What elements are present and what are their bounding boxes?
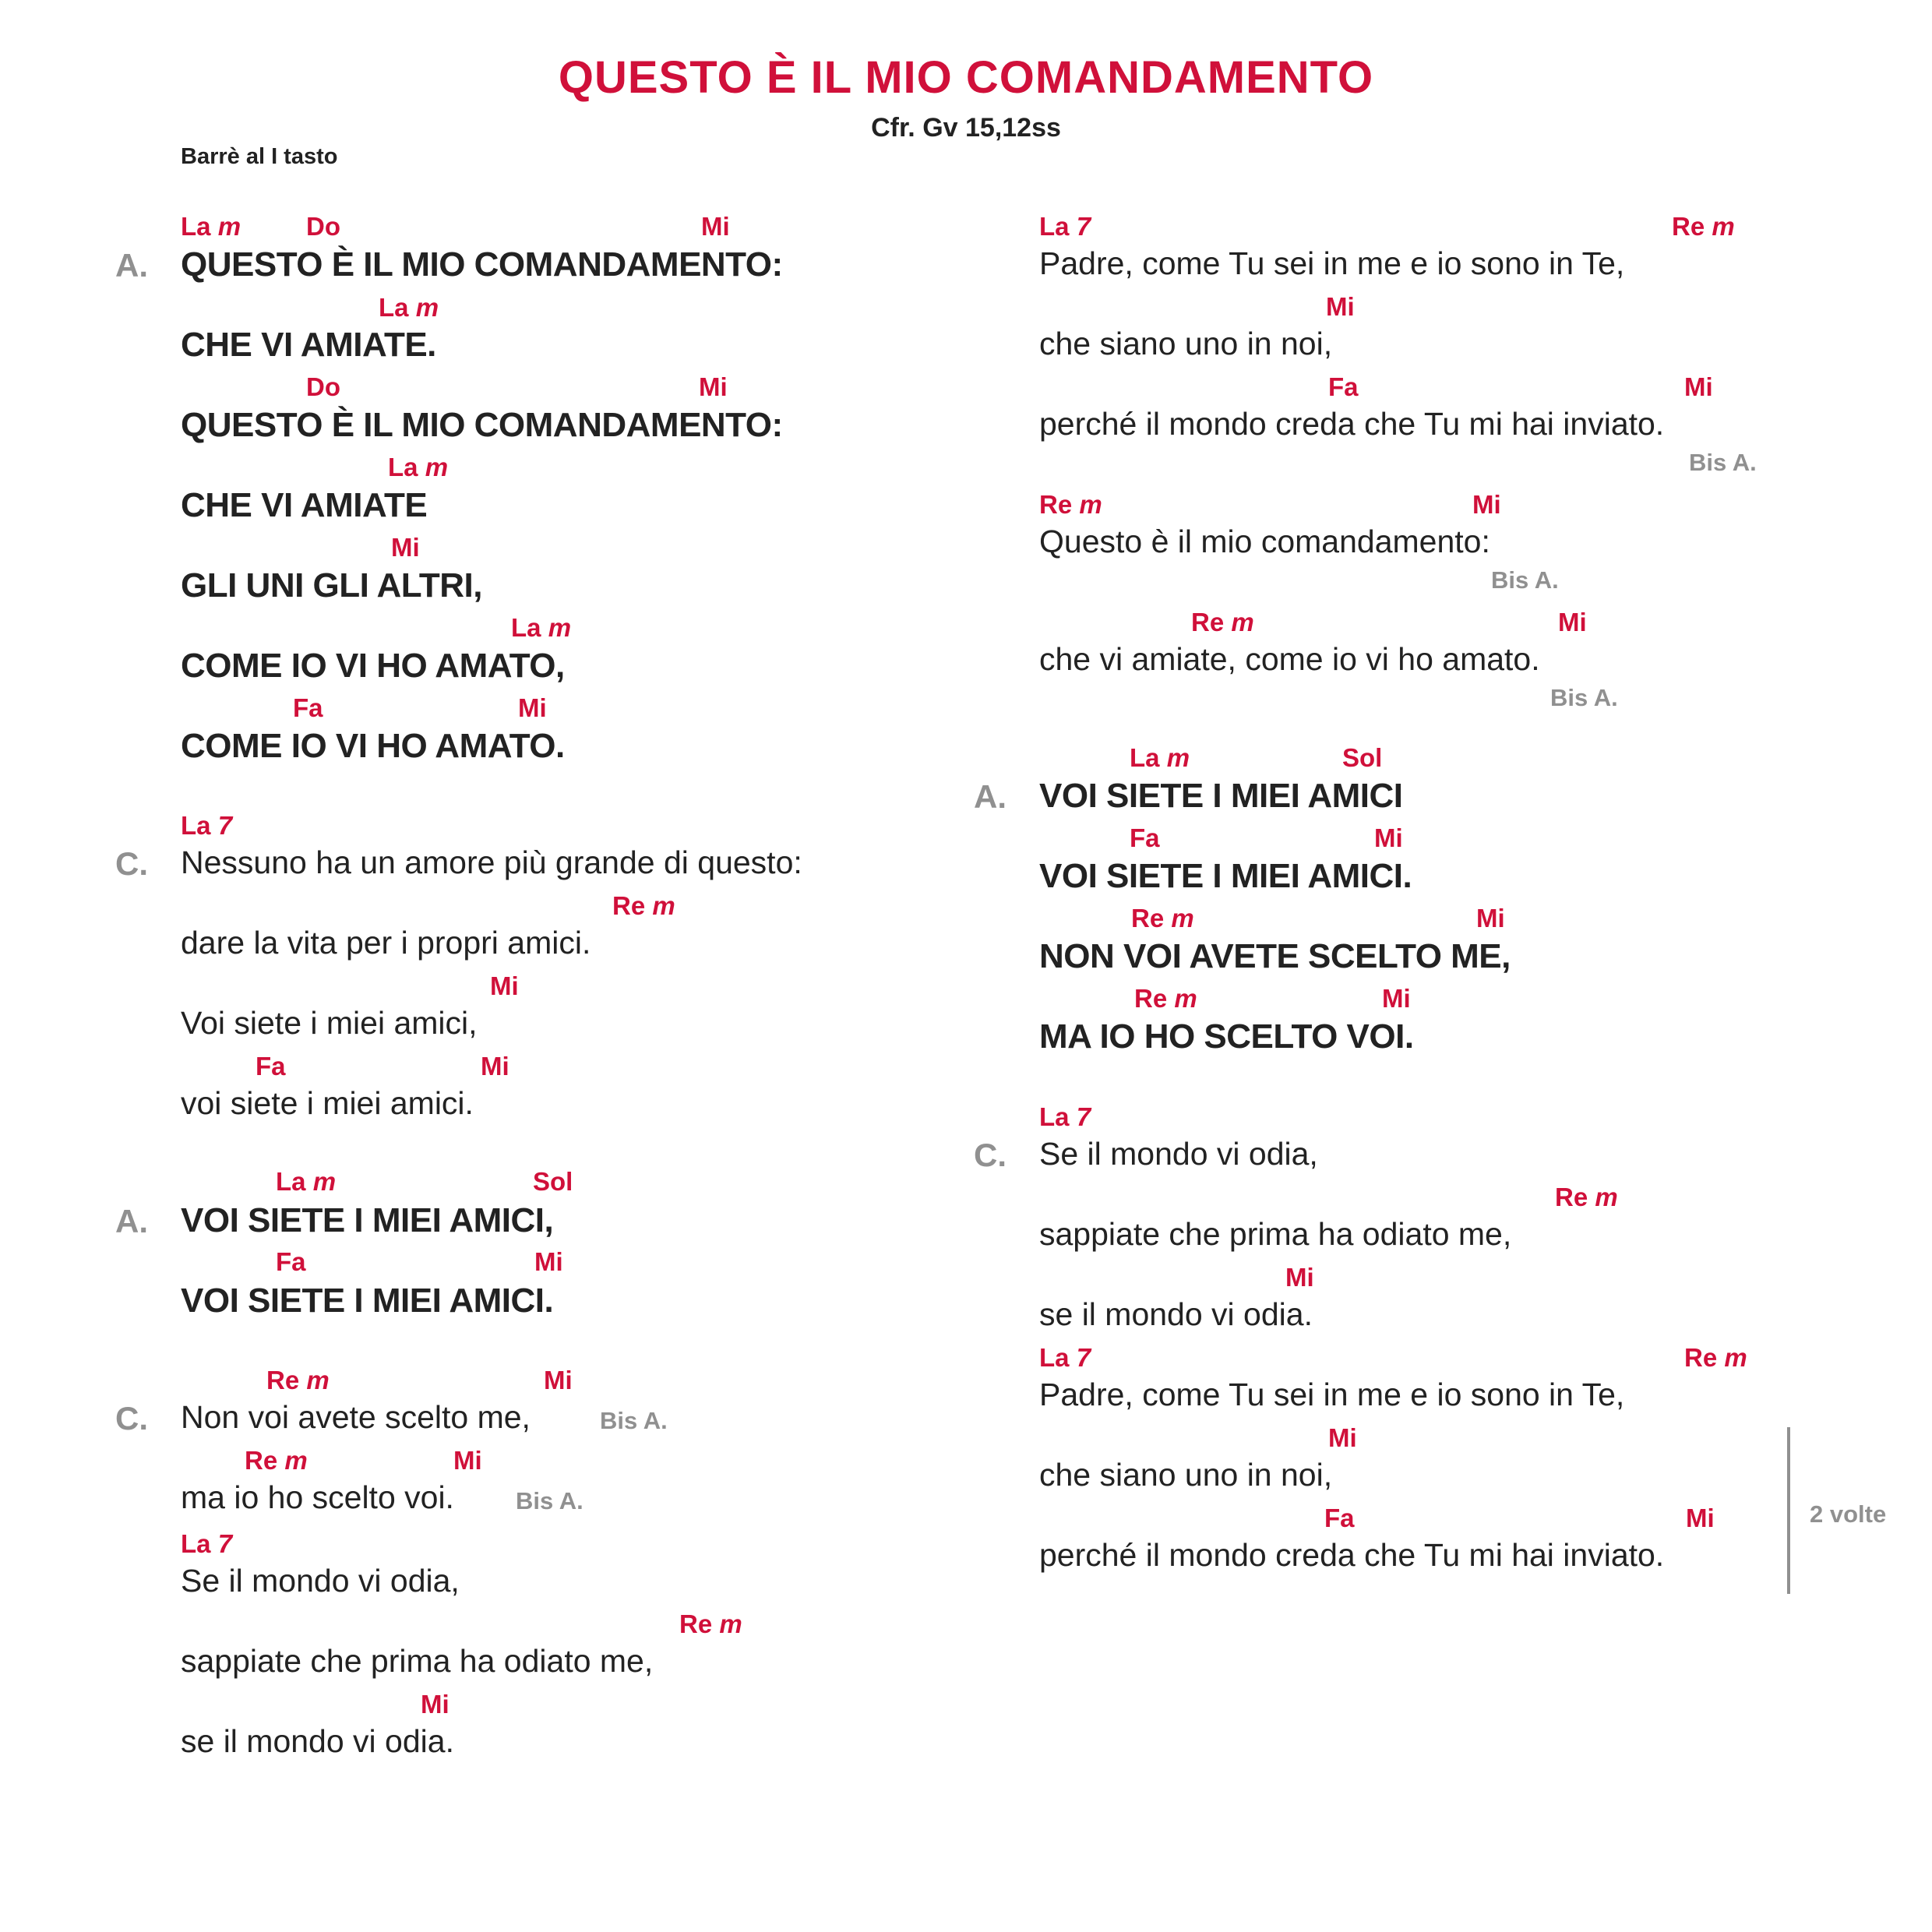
chord: Re m [266,1366,330,1394]
repeat-note: Bis A. [1689,449,1757,476]
chord: Fa [1324,1504,1355,1532]
chord: Re m [1191,608,1254,636]
lyric-line: QUESTO È IL MIO COMANDAMENTO: [181,406,783,444]
lyric-line: Questo è il mio comandamento: [1039,524,1490,559]
chord: Fa [293,693,323,722]
lyric-line: Padre, come Tu sei in me e io sono in Te, [1039,1377,1625,1412]
chord: Mi [1382,984,1411,1013]
lyric-line: che siano uno in noi, [1039,1457,1333,1493]
repeat-note: Bis A. [600,1407,668,1434]
lyric-line: QUESTO È IL MIO COMANDAMENTO: [181,245,783,284]
chord: Re m [1672,212,1735,241]
chord: Mi [421,1690,450,1719]
repeat-note: Bis A. [1491,566,1559,594]
chord: Re m [1134,984,1197,1013]
chord: Fa [256,1052,286,1081]
chord: Fa [1130,823,1160,852]
chord: La m [1130,743,1190,772]
lyric-line: VOI SIETE I MIEI AMICI, [181,1201,554,1239]
lyric-line: che siano uno in noi, [1039,326,1333,361]
section-label-c: C. [115,1400,148,1437]
chord: La 7 [181,811,233,840]
lyric-line: voi siete i miei amici. [181,1085,474,1121]
chord: Mi [544,1366,573,1394]
chord: Re m [1131,904,1194,933]
chord: La m [388,453,449,481]
repeat-bracket [1787,1427,1790,1594]
chord: Mi [1374,823,1403,852]
lyric-line: Non voi avete scelto me, [181,1399,531,1435]
chord: La 7 [181,1529,233,1558]
chord: Re m [612,891,675,920]
scripture-reference: Cfr. Gv 15,12ss [871,113,1061,143]
chord: La 7 [1039,1343,1091,1372]
lyric-line: Se il mondo vi odia, [1039,1136,1318,1172]
capo-note: Barrè al I tasto [181,144,338,169]
section-label-a: A. [974,778,1007,815]
chord: Do [306,212,340,241]
lyric-line: CHE VI AMIATE [181,486,428,524]
lyric-line: NON VOI AVETE SCELTO ME, [1039,937,1511,975]
chord: Mi [1285,1263,1314,1292]
chord: Fa [276,1247,306,1276]
chord: Re m [1555,1183,1618,1211]
chord: Mi [481,1052,509,1081]
chord: Re m [1039,490,1102,519]
chord: Fa [1328,372,1359,401]
chord: Re m [245,1446,308,1475]
lyric-line: VOI SIETE I MIEI AMICI [1039,777,1403,815]
lyric-line: perché il mondo creda che Tu mi hai inviato. [1039,406,1665,442]
chord: Mi [1558,608,1587,636]
chord: Mi [1476,904,1505,933]
lyric-line: Padre, come Tu sei in me e io sono in Te, [1039,245,1625,281]
lyric-line: se il mondo vi odia. [181,1723,454,1759]
lyric-line: se il mondo vi odia. [1039,1296,1313,1332]
chord: La m [511,613,572,642]
song-title: QUESTO È IL MIO COMANDAMENTO [558,52,1374,103]
section-label-a: A. [115,247,148,284]
chord: La m [181,212,242,241]
lyric-line: che vi amiate, come io vi ho amato. [1039,641,1540,677]
chord: Re m [679,1609,742,1638]
repeat-count-note: 2 volte [1810,1500,1887,1528]
chord: Mi [534,1247,563,1276]
section-label-c: C. [115,845,148,882]
lyric-line: Nessuno ha un amore più grande di questo: [181,844,802,880]
repeat-note: Bis A. [516,1487,583,1514]
chord: Mi [391,533,420,562]
lyric-line: COME IO VI HO AMATO. [181,727,565,765]
lyric-line: COME IO VI HO AMATO, [181,647,565,685]
chord: Mi [1326,292,1355,321]
lyric-line: VOI SIETE I MIEI AMICI. [181,1282,554,1320]
chord: La m [379,293,439,322]
lyric-line: perché il mondo creda che Tu mi hai inviato. [1039,1537,1665,1573]
chord: La 7 [1039,1102,1091,1131]
chord: Mi [699,372,728,401]
lyric-line: VOI SIETE I MIEI AMICI. [1039,857,1412,895]
lyric-line: dare la vita per i propri amici. [181,925,591,961]
lyric-line: Voi siete i miei amici, [181,1005,478,1041]
lyric-line: sappiate che prima ha odiato me, [181,1643,654,1679]
chord: Mi [453,1446,482,1475]
section-label-c: C. [974,1137,1007,1173]
lyric-line: Se il mondo vi odia, [181,1563,460,1599]
section-label-a: A. [115,1203,148,1239]
chord: Mi [1472,490,1501,519]
chord: Mi [1684,372,1713,401]
chord: La m [276,1167,337,1196]
chord: Sol [533,1167,573,1196]
chord: Do [306,372,340,401]
chord: Mi [490,971,519,1000]
chord: La 7 [1039,212,1091,241]
chord: Mi [1328,1423,1357,1452]
chord: Mi [701,212,730,241]
chord: Mi [518,693,547,722]
lyric-line: sappiate che prima ha odiato me, [1039,1216,1512,1252]
chord: Mi [1686,1504,1715,1532]
lyric-line: CHE VI AMIATE. [181,326,436,364]
repeat-note: Bis A. [1550,684,1618,711]
lyric-line: ma io ho scelto voi. [181,1479,454,1515]
chord: Sol [1342,743,1383,772]
lyric-line: GLI UNI GLI ALTRI, [181,566,482,605]
lyric-line: MA IO HO SCELTO VOI. [1039,1017,1414,1056]
chord: Re m [1684,1343,1747,1372]
